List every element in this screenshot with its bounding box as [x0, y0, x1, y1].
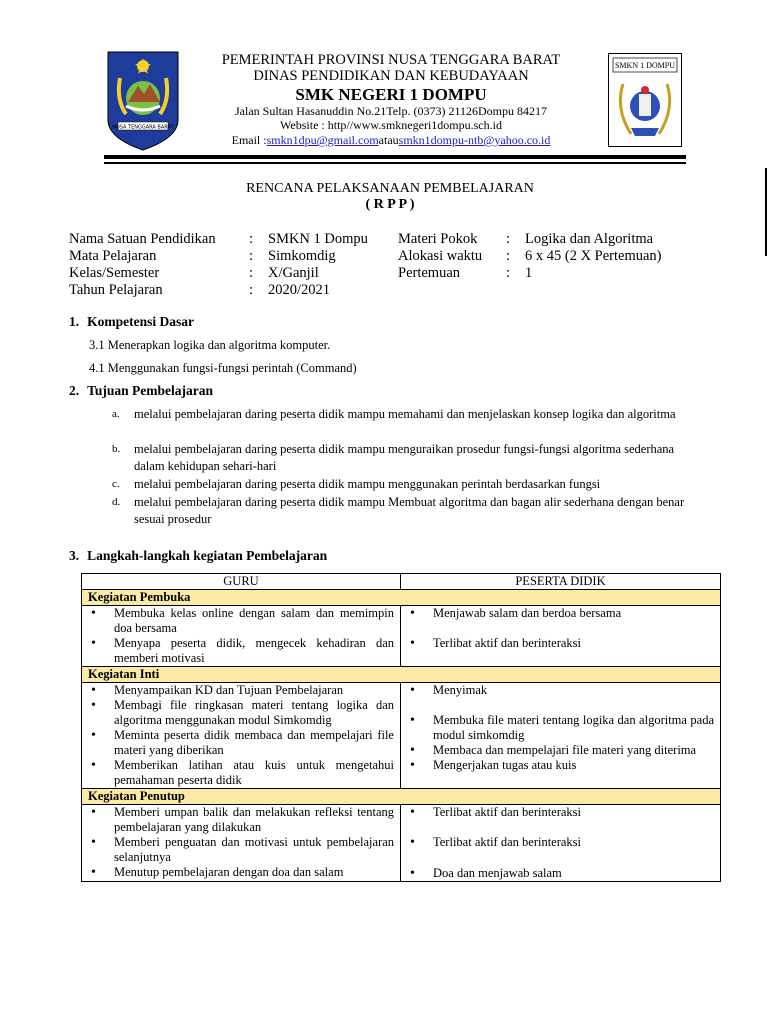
- header-government: PEMERINTAH PROVINSI NUSA TENGGARA BARAT: [221, 52, 561, 68]
- phase-label: Kegiatan Inti: [82, 667, 721, 683]
- info-value: Logika dan Algoritma: [525, 231, 654, 247]
- siswa-cell: [401, 805, 721, 882]
- header-rule-thin: [104, 162, 686, 164]
- phase-row: [82, 590, 721, 606]
- info-row: [69, 265, 389, 282]
- info-sep: :: [506, 265, 511, 281]
- phase-label: Kegiatan Penutup: [82, 789, 721, 805]
- info-value: 2020/2021: [268, 282, 331, 298]
- list-item: • Menyapa peserta didik, mengecek kehadiran dan memberi motivasi: [88, 636, 394, 666]
- list-item: • Memberikan latihan atau kuis untuk mengetahui pemahaman peserta didik: [88, 758, 394, 788]
- list-item: • Membuka kelas online dengan salam dan memimpin doa bersama: [88, 606, 394, 636]
- section-title: Langkah-langkah kegiatan Pembelajaran: [87, 548, 328, 563]
- section-heading: [69, 548, 327, 564]
- guru-cell: [82, 606, 401, 667]
- list-item: • Meminta peserta didik membaca dan mempelajari file materi yang diberikan: [88, 728, 394, 758]
- header-rule-thick: [104, 155, 686, 159]
- info-sep: :: [249, 231, 254, 247]
- section-heading: [69, 314, 194, 330]
- header-department: DINAS PENDIDIKAN DAN KEBUDAYAAN: [253, 68, 529, 84]
- table-header-row: [82, 574, 721, 590]
- list-item: • Terlibat aktif dan berinteraksi: [407, 835, 714, 866]
- section-number: 3.: [69, 548, 80, 563]
- info-value: X/Ganjil: [268, 265, 319, 281]
- list-item: • Doa dan menjawab salam: [407, 866, 714, 881]
- siswa-cell: [401, 683, 721, 789]
- phase-row: [82, 667, 721, 683]
- list-item: • Terlibat aktif dan berinteraksi: [407, 805, 714, 835]
- objective-item: [112, 494, 712, 528]
- objective-marker: a.: [112, 408, 120, 420]
- info-label: Alokasi waktu: [398, 248, 483, 264]
- table-row: [82, 683, 721, 789]
- table-row: [82, 805, 721, 882]
- objective-marker: d.: [112, 496, 121, 508]
- info-label: Nama Satuan Pendidikan: [69, 231, 216, 247]
- info-row: [69, 231, 389, 248]
- document-subtitle: ( R P P ): [365, 197, 415, 212]
- list-item: • Memberi umpan balik dan melakukan refleksi tentang pembelajaran yang dilakukan: [88, 805, 394, 835]
- section-number: 2.: [69, 383, 80, 398]
- info-sep: :: [249, 265, 254, 281]
- info-value: Simkomdig: [268, 248, 336, 264]
- guru-cell: [82, 683, 401, 789]
- school-email: [150, 133, 632, 147]
- list-item: • Menjawab salam dan berdoa bersama: [407, 606, 714, 636]
- section-title: Tujuan Pembelajaran: [87, 383, 214, 398]
- info-left: [69, 231, 389, 299]
- col-header-peserta: PESERTA DIDIK: [401, 574, 721, 590]
- email-link-yahoo[interactable]: smkn1dompu-ntb@yahoo.co.id: [398, 133, 551, 147]
- info-label: Mata Pelajaran: [69, 248, 157, 264]
- school-name: SMK NEGERI 1 DOMPU: [295, 85, 487, 104]
- objective-text: melalui pembelajaran daring peserta didik mampu menguraikan prosedur fungsi-fungsi algoritma sederhana dalam kehidupan sehari-hari: [134, 442, 675, 473]
- info-row: [69, 248, 389, 265]
- info-value: 6 x 45 (2 X Pertemuan): [525, 248, 662, 264]
- kd-item: 4.1 Menggunakan fungsi-fungsi perintah (Command): [89, 361, 357, 375]
- phase-row: [82, 789, 721, 805]
- info-row: [398, 265, 698, 282]
- list-item: • Terlibat aktif dan berinteraksi: [407, 636, 714, 651]
- document-title: RENCANA PELAKSANAAN PEMBELAJARAN: [246, 181, 534, 196]
- guru-cell: [82, 805, 401, 882]
- section-number: 1.: [69, 314, 80, 329]
- info-label: Tahun Pelajaran: [69, 282, 163, 298]
- list-item: • Memberi penguatan dan motivasi untuk pembelajaran selanjutnya: [88, 835, 394, 865]
- list-item: • Membaca dan mempelajari file materi yang diterima: [407, 743, 714, 758]
- email-separator: atau: [378, 133, 399, 147]
- info-sep: :: [249, 282, 254, 298]
- info-row: [398, 248, 698, 265]
- info-sep: :: [506, 231, 511, 247]
- info-row: [69, 282, 389, 299]
- siswa-cell: [401, 606, 721, 667]
- objective-text: melalui pembelajaran daring peserta didik mampu Membuat algoritma dan bagan alir sederhana dengan benar sesuai prosedur: [134, 495, 685, 526]
- email-link-gmail[interactable]: smkn1dpu@gmail.com: [266, 133, 379, 147]
- svg-text:NUSA TENGGARA BARAT: NUSA TENGGARA BARAT: [112, 124, 174, 131]
- info-label: Materi Pokok: [398, 231, 478, 247]
- activity-table: [81, 573, 721, 882]
- objective-text: melalui pembelajaran daring peserta didik mampu menggunakan perintah berdasarkan fungsi: [134, 477, 601, 491]
- objective-text: melalui pembelajaran daring peserta didik mampu memahami dan menjelaskan konsep logika dan algoritma: [134, 407, 676, 421]
- info-right: [398, 231, 698, 282]
- school-address: Jalan Sultan Hasanuddin No.21Telp. (0373) 21126Dompu 84217: [234, 104, 547, 118]
- info-sep: :: [506, 248, 511, 264]
- info-label: Pertemuan: [398, 265, 461, 281]
- objective-marker: b.: [112, 443, 121, 455]
- email-label: Email :: [231, 133, 267, 147]
- phase-label: Kegiatan Pembuka: [82, 590, 721, 606]
- objective-item: [112, 476, 712, 493]
- section-heading: [69, 383, 213, 399]
- objective-item: [112, 441, 712, 475]
- table-row: [82, 606, 721, 667]
- kd-item: 3.1 Menerapkan logika dan algoritma komputer.: [89, 338, 331, 352]
- info-label: Kelas/Semester: [69, 265, 160, 281]
- list-item: • Menyimak: [407, 683, 714, 713]
- section-title: Kompetensi Dasar: [87, 314, 194, 329]
- col-header-guru: GURU: [82, 574, 401, 590]
- info-value: 1: [525, 265, 533, 281]
- svg-text:SMKN 1 DOMPU: SMKN 1 DOMPU: [614, 61, 676, 70]
- page-edge-mark: [765, 168, 767, 256]
- list-item: • Menyampaikan KD dan Tujuan Pembelajaran: [88, 683, 394, 698]
- info-sep: :: [249, 248, 254, 264]
- info-value: SMKN 1 Dompu: [268, 231, 368, 247]
- list-item: • Membagi file ringkasan materi tentang logika dan algoritma menggunakan modul Simkomdig: [88, 698, 394, 728]
- info-row: [398, 231, 698, 248]
- list-item: • Menutup pembelajaran dengan doa dan salam: [88, 865, 394, 880]
- objective-marker: c.: [112, 478, 120, 490]
- list-item: • Membuka file materi tentang logika dan algoritma pada modul simkomdig: [407, 713, 714, 743]
- school-website: Website : http//www.smknegeri1dompu.sch.id: [280, 118, 502, 132]
- objective-item: [112, 406, 712, 440]
- list-item: • Mengerjakan tugas atau kuis: [407, 758, 714, 773]
